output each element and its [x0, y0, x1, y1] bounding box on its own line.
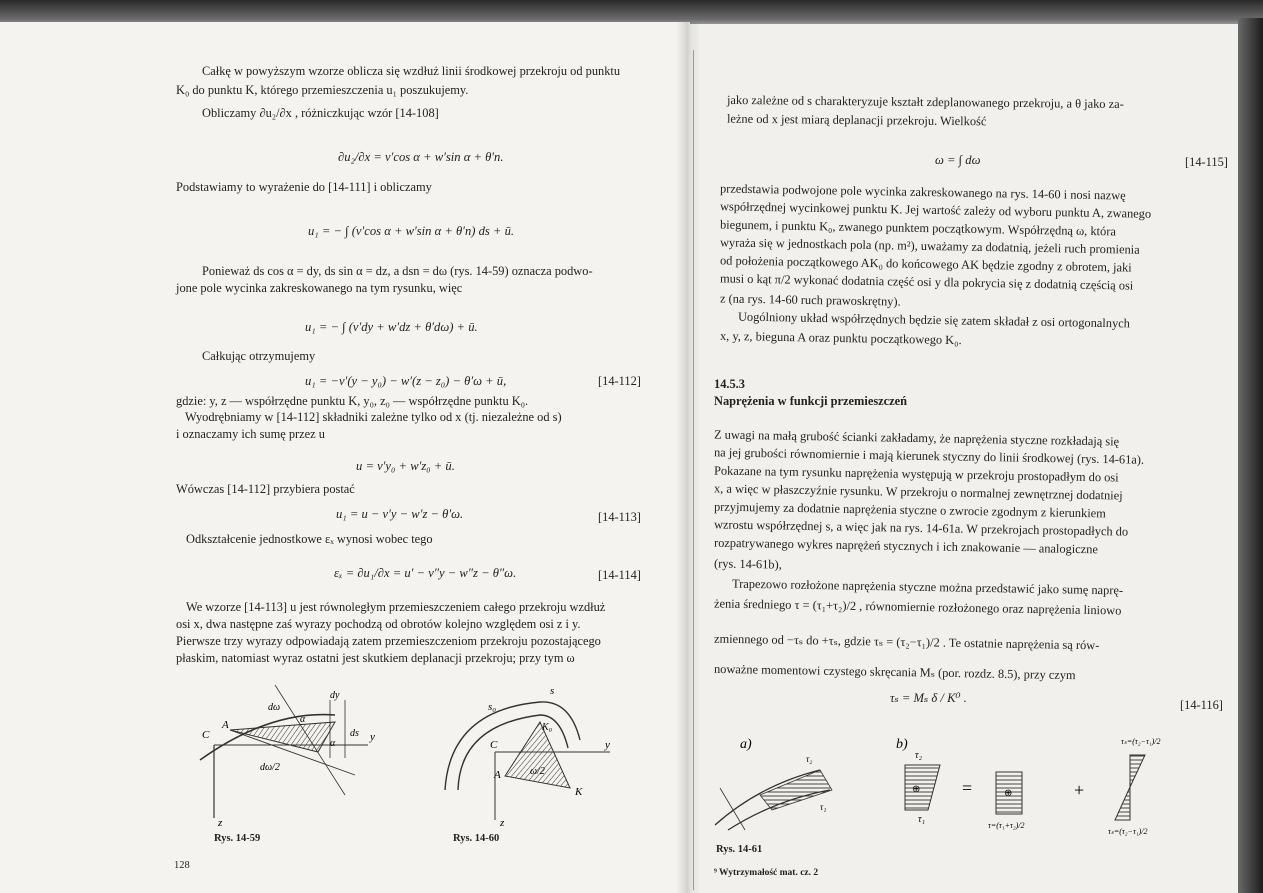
figure-14-59 — [180, 680, 380, 830]
left-para7: Odkształcenie jednostkowe εₓ wynosi wobec tego — [186, 532, 433, 546]
gutter-line — [693, 50, 694, 890]
fig59-label-dy: dy — [330, 690, 340, 701]
fig60-label-A: A — [494, 769, 501, 781]
left-para3-line1: Ponieważ ds cos α = dy, ds sin α = dz, a dsn = dω (rys. 14-59) oznacza podwo- — [202, 264, 593, 278]
fig59-label-dw: dω — [268, 702, 281, 713]
left-para5-line1: gdzie: y, z — współrzędne punktu K, y₀, z₀ — współrzędne punktu K₀. — [176, 394, 529, 408]
fig59-label-ds: ds — [350, 728, 359, 739]
fig60-hatched-sector — [505, 722, 570, 788]
left-para8-line2: osi x, dwa następne zaś wyrazy pochodzą od obrotów kolejno względem osi z i y. — [176, 617, 581, 631]
eq-14-115: ω = ∫ dω — [935, 153, 981, 167]
fig59-label-alpha2: α — [330, 738, 336, 749]
fig61a-label-t1: τ₁ — [820, 802, 827, 812]
fig59-label-z: z — [218, 817, 223, 829]
fig59-caption: Rys. 14-59 — [214, 833, 261, 844]
left-para8-line4: płaskim, natomiast wyraz ostatni jest skutkiem deplanacji przekroju; przy tym ω — [176, 651, 575, 665]
fig61-equals: = — [962, 778, 973, 798]
left-para2: Podstawiamy to wyrażenie do [14-111] i obliczamy — [176, 180, 432, 194]
fig61-label-b: b) — [896, 737, 908, 752]
fig61-linear-top — [1130, 755, 1145, 787]
scan-right-edge — [1238, 18, 1263, 893]
left-para6: Wówczas [14-112] przybiera postać — [176, 482, 355, 496]
fig59-hatched-sector — [230, 722, 335, 752]
figure-14-60 — [430, 680, 610, 830]
fig61a-section — [720, 788, 745, 830]
right-para2-line4: wyraża się w jednostkach pola (np. m²), uważamy za dodatnią, jeżeli ruch promienia — [719, 235, 1140, 257]
fig61-tau-s-bottom: τₛ=(τ₂−τ₁)/2 — [1108, 827, 1148, 836]
fig60-label-s: s — [550, 685, 555, 697]
right-para4-line4: x, a więc w płaszczyźnie rysunku. W przekroju o normalnej zewnętrznej dodatniej — [713, 481, 1123, 503]
page-number-left: 128 — [174, 860, 190, 871]
fig59-label-C: C — [202, 729, 210, 741]
fig59-label-A: A — [222, 719, 229, 731]
fig61a-label-t2: τ₂ — [806, 754, 813, 764]
section-number: 14.5.3 — [714, 377, 745, 391]
left-para1-line1: Całkę w powyższym wzorze oblicza się wzdłuż linii środkowej przekroju od punktu — [202, 64, 621, 78]
fig61b-label-t2: τ₂ — [915, 750, 923, 761]
fig61-linear-bottom — [1115, 787, 1130, 820]
fig59-label-y: y — [370, 731, 375, 743]
eq-u1-integral: u₁ = − ∫ (v′cos α + w′sin α + θ′n) ds + ū. — [308, 224, 515, 238]
eq-14-114-number: [14-114] — [598, 568, 641, 582]
right-para2-line2: współrzędnej wycinkowej punktu K. Jej wartość zależy od wyboru punktu A, zwanego — [719, 199, 1152, 221]
left-para3-line2: jone pole wycinka zakreskowanego na tym rysunku, więc — [176, 281, 463, 295]
right-para5-line3: zmiennego od −τₛ do +τₛ, gdzie τₛ = (τ₂−τ₁)/2 . Te ostatnie naprężenia są rów- — [713, 631, 1100, 653]
right-para4-line2: na jej grubości równomiernie i mają kierunek styczny do linii środkowej (rys. 14-61a). — [713, 445, 1145, 467]
fig60-label-omega: ω/2 — [530, 766, 545, 777]
section-title: Naprężenia w funkcji przemieszczeń — [714, 394, 908, 408]
left-para5-line3: i oznaczamy ich sumę przez u — [176, 427, 325, 441]
fig61-caption: Rys. 14-61 — [716, 844, 763, 855]
right-para5-line4: noważne momentowi czystego skręcania Mₛ (por. rozdz. 8.5), przy czym — [713, 661, 1076, 683]
eq-u1-dw: u₁ = − ∫ (v′dy + w′dz + θ′dω) + ū. — [305, 320, 478, 334]
right-para4-line3: Pokazane na tym rysunku naprężenia występują w przekroju prostopadłym do osi — [713, 463, 1119, 485]
right-para2-line7: z (na rys. 14-60 ruch prawoskrętny). — [719, 291, 901, 309]
left-obliczamy: Obliczamy ∂u₂/∂x , różniczkując wzór [14-108] — [202, 106, 439, 120]
fig61-tau-s-top: τₛ=(τ₂−τ₁)/2 — [1121, 737, 1161, 746]
fig60-label-s0: s₀ — [488, 701, 497, 713]
left-para4: Całkując otrzymujemy — [202, 349, 316, 363]
right-para5-line1: Trapezowo rozłożone naprężenia styczne można przedstawić jako sumę naprę- — [731, 576, 1124, 598]
eq-14-derivative: ∂u₂/∂x = v′cos α + w′sin α + θ′n. — [338, 150, 504, 164]
eq-14-113: u₁ = u − v′y − w′z − θ′ω. — [336, 507, 464, 521]
left-para8-line1: We wzorze [14-113] u jest równoległym przemieszczeniem całego przekroju wzdłuż — [186, 600, 606, 614]
fig61-plus-sign: + — [1074, 780, 1085, 800]
right-para1-line1: jako zależne od s charakteryzuje kształt zdeplanowanego przekroju, a θ jako za- — [726, 92, 1124, 112]
right-para5-line2: żenia średniego τ = (τ₁+τ₂)/2 , równomiernie rozłożonego oraz naprężenia liniowo — [713, 596, 1122, 618]
right-para4-line1: Z uwagi na małą grubość ścianki zakładamy, że naprężenia styczne rozkładają się — [713, 427, 1120, 449]
fig61-tau-mean: τ=(τ₁+τ₂)/2 — [988, 821, 1025, 830]
right-para4-line6: wzrostu współrzędnej s, a więc jak na rys. 14-61a. W przekrojach prostopadłych do — [713, 517, 1129, 539]
fig59-label-alpha: α — [300, 714, 306, 725]
eq-14-113-number: [14-113] — [598, 510, 641, 524]
footer-signature: ⁹ Wytrzymałość mat. cz. 2 — [714, 868, 819, 878]
fig59-label-dw2: dω/2 — [260, 762, 280, 773]
right-para3-line2: x, y, z, bieguna A oraz punktu początkowego K₀. — [719, 328, 962, 348]
fig61-label-a: a) — [740, 737, 752, 752]
fig60-label-z: z — [500, 817, 505, 829]
eq-u-sum: u = v′y₀ + w′z₀ + ū. — [356, 459, 455, 473]
fig61b-label-t1: τ₁ — [918, 814, 926, 825]
left-para1-line2: K₀ do punktu K, którego przemieszczenia u₁ poszukujemy. — [176, 83, 469, 97]
eq-14-112-number: [14-112] — [598, 374, 641, 388]
right-para2-line1: przedstawia podwojone pole wycinka zakreskowanego na rys. 14-60 i nosi nazwę — [719, 181, 1126, 203]
fig60-label-K0: K₀ — [542, 722, 553, 733]
left-para5-line2: Wyodrębniamy w [14-112] składniki zależne tylko od x (tj. niezależne od s) — [185, 410, 562, 424]
fig60-caption: Rys. 14-60 — [453, 833, 500, 844]
right-para4-line8: (rys. 14-61b), — [713, 556, 782, 572]
eq-14-115-number: [14-115] — [1185, 155, 1228, 169]
eq-14-116: τₛ = Mₛ δ / K⁰ . — [890, 691, 967, 705]
fig61b-trapezoid — [905, 765, 940, 810]
fig60-label-K: K — [575, 786, 583, 798]
right-para1-line2: leżne od x jest miarą deplanacji przekroju. Wielkość — [726, 111, 987, 129]
eq-14-116-number: [14-116] — [1180, 698, 1223, 712]
right-para2-line3: biegunem, i punktu K₀, zwanego punktem początkowym. Współrzędną ω, która — [719, 217, 1117, 239]
fig60-label-y: y — [605, 739, 610, 751]
fig61b-plus: ⊕ — [912, 784, 921, 795]
eq-14-114: εₓ = ∂u₁/∂x = u′ − v″y − w″z − θ″ω. — [334, 566, 517, 580]
figure-14-61 — [700, 730, 1160, 840]
right-para4-line7: rozpatrywanego wykres naprężeń stycznych i ich znakowanie — analogiczne — [713, 535, 1099, 557]
book-gutter — [676, 22, 702, 893]
right-para3-line1: Uogólniony układ współrzędnych będzie się zatem składał z osi ortogonalnych — [737, 309, 1131, 331]
right-para4-line5: przyjmujemy za dodatnie naprężenia styczne o zwrocie zgodnym z kierunkiem — [713, 499, 1106, 521]
fig60-label-C: C — [490, 739, 498, 751]
fig61-uniform-plus: ⊕ — [1004, 788, 1013, 799]
right-para2-line6: musi o kąt π/2 wykonać dodatnia część osi y dla pokrycia się z dodatnią częścią osi — [719, 271, 1134, 293]
right-para2-line5: od położenia początkowego AK₀ do końcowego AK będzie zgodny z obrotem, jaki — [719, 253, 1132, 275]
eq-14-112: u₁ = −v′(y − y₀) − w′(z − z₀) − θ′ω + ū, — [305, 374, 507, 388]
left-para8-line3: Pierwsze trzy wyrazy odpowiadają zatem przemieszczeniom przekroju pozostającego — [176, 634, 601, 648]
